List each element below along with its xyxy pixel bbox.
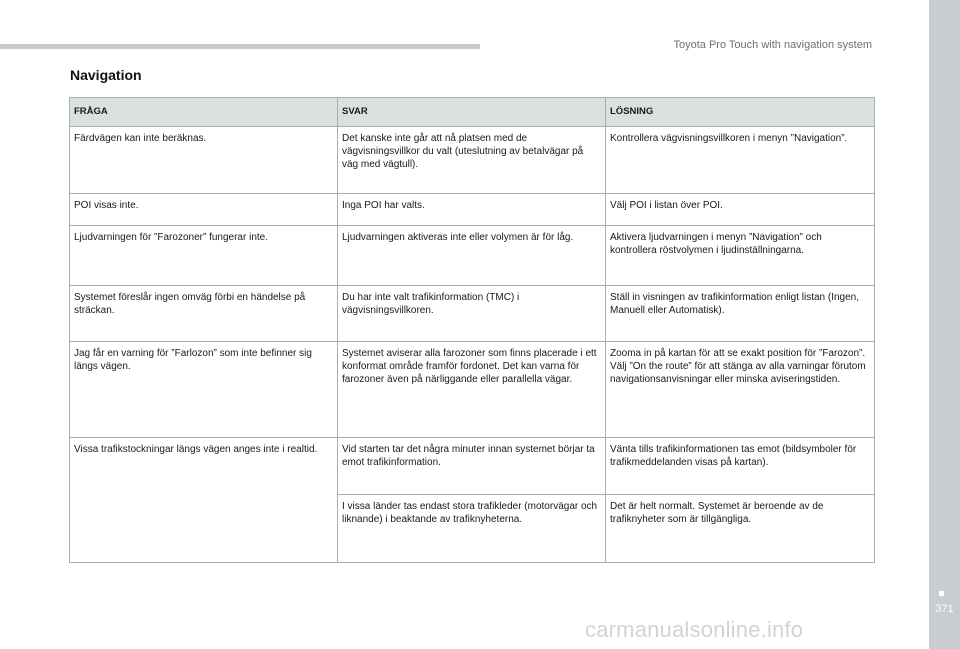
- table-row: [70, 127, 875, 194]
- question-cell: Vissa trafikstockningar längs vägen anges inte i realtid.: [70, 438, 338, 563]
- column-header-question: FRÅGA: [70, 98, 338, 127]
- column-header-solution: LÖSNING: [606, 98, 875, 127]
- page-edge-strip: [929, 0, 960, 649]
- solution-cell: Kontrollera vägvisningsvillkoren i menyn ”Navigation”.: [606, 127, 875, 194]
- table-row: [70, 194, 875, 226]
- answer-cell: Ljudvarningen aktiveras inte eller volymen är för låg.: [338, 226, 606, 286]
- table-row: [70, 226, 875, 286]
- answer-cell: I vissa länder tas endast stora trafikleder (motorvägar och liknande) i beaktande av trafiknyheterna.: [338, 495, 606, 563]
- solution-cell: Ställ in visningen av trafikinformation enligt listan (Ingen, Manuell eller Automatisk).: [606, 286, 875, 342]
- solution-cell: Välj POI i listan över POI.: [606, 194, 875, 226]
- table-row: [70, 286, 875, 342]
- watermark: carmanualsonline.info: [585, 617, 804, 642]
- answer-cell: Det kanske inte går att nå platsen med de vägvisningsvillkor du valt (uteslutning av betalvägar på väg med vägtull).: [338, 127, 606, 194]
- answer-cell: Vid starten tar det några minuter innan systemet börjar ta emot trafikinformation.: [338, 438, 606, 495]
- continuation-marker: [939, 591, 944, 596]
- solution-cell: Zooma in på kartan för att se exakt position för ”Farozon”. Välj ”On the route” för att stänga av alla varningar förutom navigationsanvisningar eller minska aviseringstiden.: [606, 342, 875, 438]
- section-title: Navigation: [70, 67, 142, 83]
- table-row: [70, 438, 875, 495]
- header-rule: [0, 44, 480, 49]
- question-cell: POI visas inte.: [70, 194, 338, 226]
- answer-cell: Du har inte valt trafikinformation (TMC) i vägvisningsvillkoren.: [338, 286, 606, 342]
- question-cell: Systemet föreslår ingen omväg förbi en händelse på sträckan.: [70, 286, 338, 342]
- solution-cell: Det är helt normalt. Systemet är beroende av de trafiknyheter som är tillgängliga.: [606, 495, 875, 563]
- question-cell: Jag får en varning för ”Farlozon” som inte befinner sig längs vägen.: [70, 342, 338, 438]
- column-header-answer: SVAR: [338, 98, 606, 127]
- answer-cell: Inga POI har valts.: [338, 194, 606, 226]
- running-header: Toyota Pro Touch with navigation system: [673, 39, 872, 51]
- table-header-row: [70, 98, 875, 127]
- solution-cell: Vänta tills trafikinformationen tas emot (bildsymboler för trafikmeddelanden visas på kartan).: [606, 438, 875, 495]
- solution-cell: Aktivera ljudvarningen i menyn ”Navigation” och kontrollera röstvolymen i ljudinställningarna.: [606, 226, 875, 286]
- troubleshooting-table: [69, 97, 875, 563]
- question-cell: Ljudvarningen för ”Farozoner” fungerar inte.: [70, 226, 338, 286]
- page-number: 371: [935, 603, 954, 615]
- question-cell: Färdvägen kan inte beräknas.: [70, 127, 338, 194]
- table-row: [70, 342, 875, 438]
- answer-cell: Systemet aviserar alla farozoner som finns placerade i ett konformat område framför fordonet. Det kan varna för farozoner även på närliggande eller parallella vägar.: [338, 342, 606, 438]
